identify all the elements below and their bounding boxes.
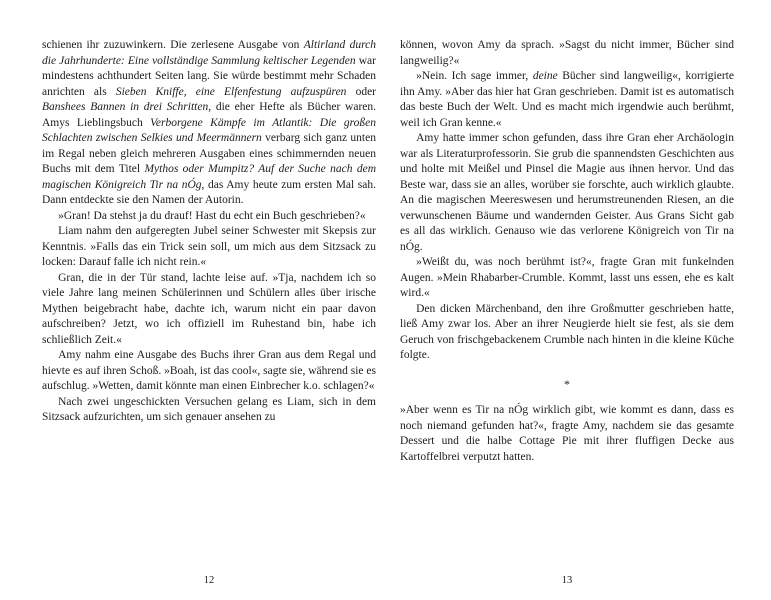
italic-text-segment: Banshees Bannen in drei Schritten (42, 101, 209, 113)
page-right (400, 38, 734, 586)
text-segment: , die eher Hefte als Bücher waren. Amys Lieblingsbuch (42, 101, 376, 129)
text-segment: Amy nahm eine Ausgabe des Buchs ihrer Gran aus dem Regal und hievte es auf ihren Schoß. »Boah, ist das cool«, sagte sie, während sie es aufschlug. »Wetten, damit könnte man einen Einbrecher k.o. schlagen?« (42, 349, 376, 392)
page-left-number: 12 (203, 575, 215, 586)
text-segment: , das Amy heute zum ersten Mal sah. Dann entdeckte sie den Namen der Autorin. (42, 178, 376, 206)
paragraph (42, 348, 376, 395)
text-segment: »Aber wenn es Tir na nÓg wirklich gibt, wie kommt es dann, dass es noch niemand gefunden hat?«, fragte Amy, nachdem sie das gesamte Dessert und die halbe Cottage Pie mit ihrer fluffigen Decke aus Kartoffelbrei verputzt hatten. (400, 404, 734, 463)
italic-text-segment: Verborgene Kämpfe im Atlantik: Die großen Schlachten zwischen Selkies und Meermännern (42, 116, 376, 144)
text-segment: »Gran! Da stehst ja du drauf! Hast du echt ein Buch geschrieben?« (58, 209, 366, 222)
paragraph (42, 395, 376, 426)
paragraph (42, 271, 376, 349)
paragraph (42, 38, 376, 209)
paragraph (400, 131, 734, 255)
text-segment: können, wovon Amy da sprach. »Sagst du nicht immer, Bücher sind langweilig?« (400, 39, 734, 67)
page-left (42, 38, 376, 586)
paragraph (400, 69, 734, 131)
paragraph (400, 255, 734, 302)
page-right-number: 13 (561, 575, 573, 586)
text-segment: Amy hatte immer schon gefunden, dass ihre Gran eher Archäologin war als Literaturprofessorin. Sie grub die spannendsten Geschichten aus und holte mit Meißel und Pinsel die Magie aus ihnen hervor. Und das Beste war, dass sie an alles, worüber sie forschte, auch wirklich glaubte. An die magischen Meereswesen und herumstreunenden Riesen, an die verwunschenen Bäume und wandernden Geister. Aus Grans Sicht gab es all das wirklich. Genauso wie das verlorene Königreich von Tir na nÓg. (400, 132, 734, 253)
text-segment: verbarg sich ganz unten im Regal neben gleich mehreren Ausgaben eines schimmernden neuen Buchs mit dem Titel (42, 132, 376, 175)
text-segment: Bücher sind langweilig«, korrigierte ihn Amy. »Aber das hier hat Gran geschrieben. Damit ist es automatisch das beste Buch der Welt. Und es macht mich irgendwie auch berühmt, weil ich Gran kenne.« (400, 70, 734, 129)
text-segment: Gran, die in der Tür stand, lachte leise auf. »Tja, nachdem ich so viele Jahre lang meinen Schülerinnen und Schülern alles über irische Mythen beigebracht habe, dachte ich, warum nicht ein paar davon aufschreiben? Jetzt, wo ich offiziell im Ruhestand bin, habe ich schließlich Zeit.« (42, 271, 376, 346)
text-segment: schienen ihr zuzuwinkern. Die zerlesene Ausgabe von (42, 39, 304, 51)
text-segment: Nach zwei ungeschickten Versuchen gelang es Liam, sich in dem Sitzsack aufzurichten, um sich genauer ansehen zu (42, 395, 376, 423)
text-segment: war mindestens achthundert Seiten lang. Sie würde bestimmt mehr Schaden anrichten als (42, 54, 376, 98)
paragraph (42, 209, 376, 225)
paragraph (400, 403, 734, 465)
text-segment: Den dicken Märchenband, den ihre Großmutter geschrieben hatte, ließ Amy zwar los. Aber an ihrer Neugierde hielt sie fest, als sie dem Geruch von frischgebackenem Crumble nach hinten in die kleine Küche folgte. (400, 302, 734, 361)
text-segment: »Nein. Ich sage immer, (416, 70, 533, 82)
italic-text-segment: Sieben Kniffe, eine Elfenfestung aufzuspüren (115, 85, 347, 98)
paragraph (42, 224, 376, 271)
section-separator: * (564, 376, 570, 391)
page-left-text (42, 38, 376, 567)
paragraph (400, 302, 734, 364)
text-segment: Liam nahm den aufgeregten Jubel seiner Schwester mit Skepsis zur Kenntnis. »Falls das ein Trick sein soll, um mich aus dem Sitzsack zu locken: Darauf falle ich nicht rein.« (42, 225, 376, 268)
italic-text-segment: Mythos oder Mumpitz? Auf der Suche nach dem magischen Königreich Tir na nÓg (42, 163, 376, 191)
italic-text-segment: deine (532, 70, 558, 82)
page-right-text (400, 38, 734, 567)
italic-text-segment: Altirland durch die Jahrhunderte: Eine vollständige Sammlung keltischer Legenden (42, 39, 376, 67)
paragraph (400, 38, 734, 69)
text-segment: »Weißt du, was noch berühmt ist?«, fragte Gran mit funkelnden Augen. »Mein Rhabarber-Crumble. Kommt, lasst uns essen, ehe es kalt wird.« (400, 256, 734, 299)
text-segment: oder (346, 85, 376, 98)
